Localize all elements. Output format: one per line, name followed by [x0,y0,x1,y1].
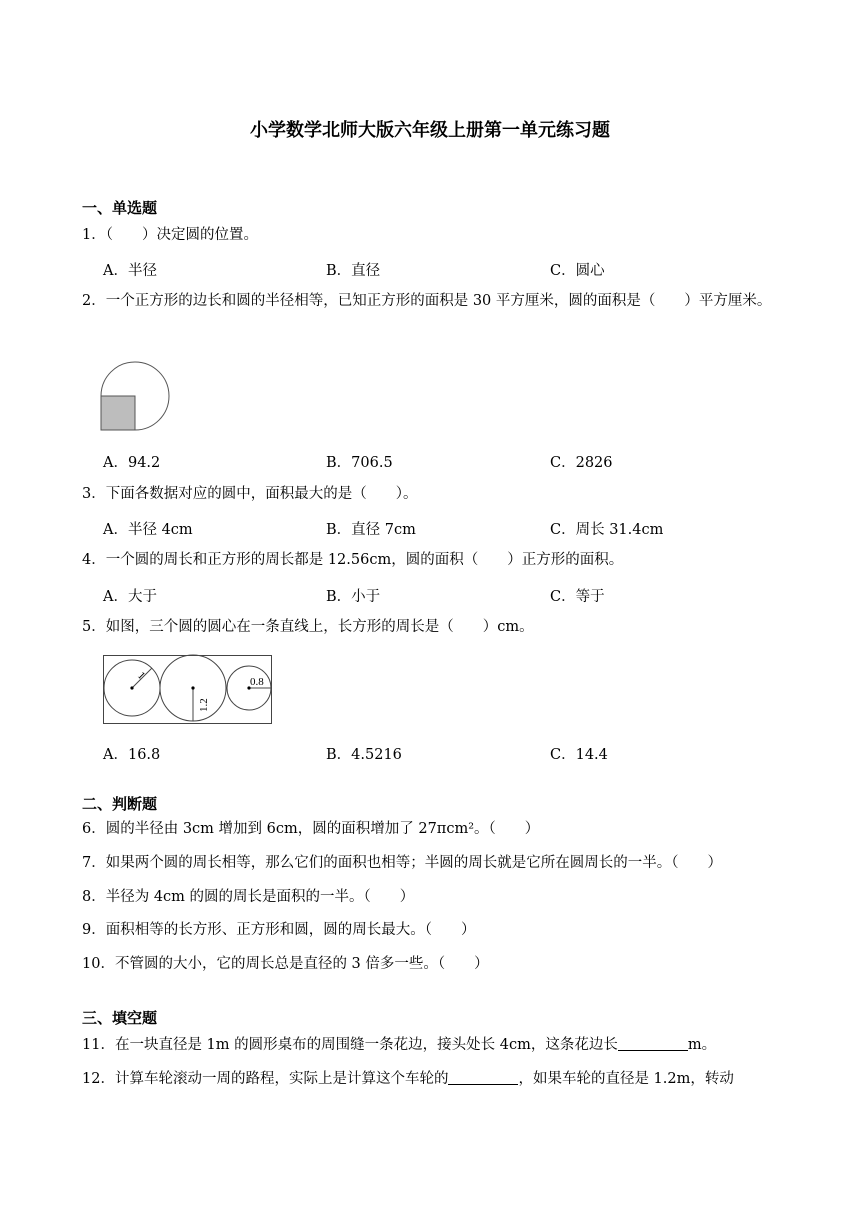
circle-square-figure [98,358,174,436]
question-2: 2．一个正方形的边长和圆的半径相等，已知正方形的面积是 30 平方厘米，圆的面积是（ ）平方厘米。 [82,293,772,309]
question-9: 9．面积相等的长方形、正方形和圆，圆的周长最大。（ ） [82,922,476,938]
option-b: B．直径 7cm [326,522,416,538]
question-12 [82,1063,842,1096]
option-b: B．4.5216 [326,747,402,763]
option-a: A．大于 [103,589,157,605]
question-1: 1．（ ）决定圆的位置。 [82,227,258,243]
question-5-options [103,743,783,763]
question-4-options [103,585,783,605]
option-c: C．2826 [550,455,613,471]
question-1-options [103,259,783,279]
option-c: C．14.4 [550,747,608,763]
option-b: B．直径 [326,263,381,279]
option-a: A．94.2 [103,455,161,471]
page-title: 小学数学北师大版六年级上册第一单元练习题 [250,120,610,141]
section-heading-single-choice: 一、单选题 [82,199,158,217]
question-11-text-after: m。 [687,1037,717,1053]
option-a: A．半径 4cm [103,522,193,538]
option-a: A．16.8 [103,747,161,763]
answer-blank [618,1034,688,1051]
question-3-options [103,518,783,538]
question-12-text-after: ，如果车轮的直径是 1.2m，转动 [518,1071,734,1087]
radius-label-1-2: 1.2 [198,698,210,712]
question-5: 5．如图，三个圆的圆心在一条直线上，长方形的周长是（ ）cm。 [82,619,534,635]
question-11 [82,1029,842,1062]
option-c: C．周长 31.4cm [550,522,664,538]
question-4: 4．一个圆的周长和正方形的周长都是 12.56cm，圆的面积（ ）正方形的面积。 [82,552,624,568]
question-8: 8．半径为 4cm 的圆的周长是面积的一半。（ ） [82,889,415,905]
question-7: 7．如果两个圆的周长相等，那么它们的面积也相等；半圆的周长就是它所在圆周长的一半。（ ） [82,855,722,871]
section-heading-fill-blank: 三、填空题 [82,1009,158,1027]
question-11-text-before: 11．在一块直径是 1m 的圆形桌布的周围缝一条花边，接头处长 4cm，这条花边长 [82,1037,618,1053]
section-heading-true-false: 二、判断题 [82,795,158,813]
option-b: B．小于 [326,589,381,605]
question-6: 6．圆的半径由 3cm 增加到 6cm，圆的面积增加了 27πcm²。（ ） [82,821,540,837]
option-a: A．半径 [103,263,157,279]
question-10: 10．不管圆的大小，它的周长总是直径的 3 倍多一些。（ ） [82,956,489,972]
question-12-text-before: 12．计算车轮滚动一周的路程，实际上是计算这个车轮的 [82,1071,449,1087]
question-2-options [103,451,783,471]
option-c: C．圆心 [550,263,605,279]
option-b: B．706.5 [326,455,393,471]
answer-blank [448,1068,518,1085]
three-circles-rectangle-figure [102,654,274,726]
question-3: 3．下面各数据对应的圆中，面积最大的是（ ）。 [82,486,418,502]
radius-label-1: 1 [135,669,148,683]
option-c: C．等于 [550,589,605,605]
radius-label-0-8: 0.8 [250,676,264,688]
